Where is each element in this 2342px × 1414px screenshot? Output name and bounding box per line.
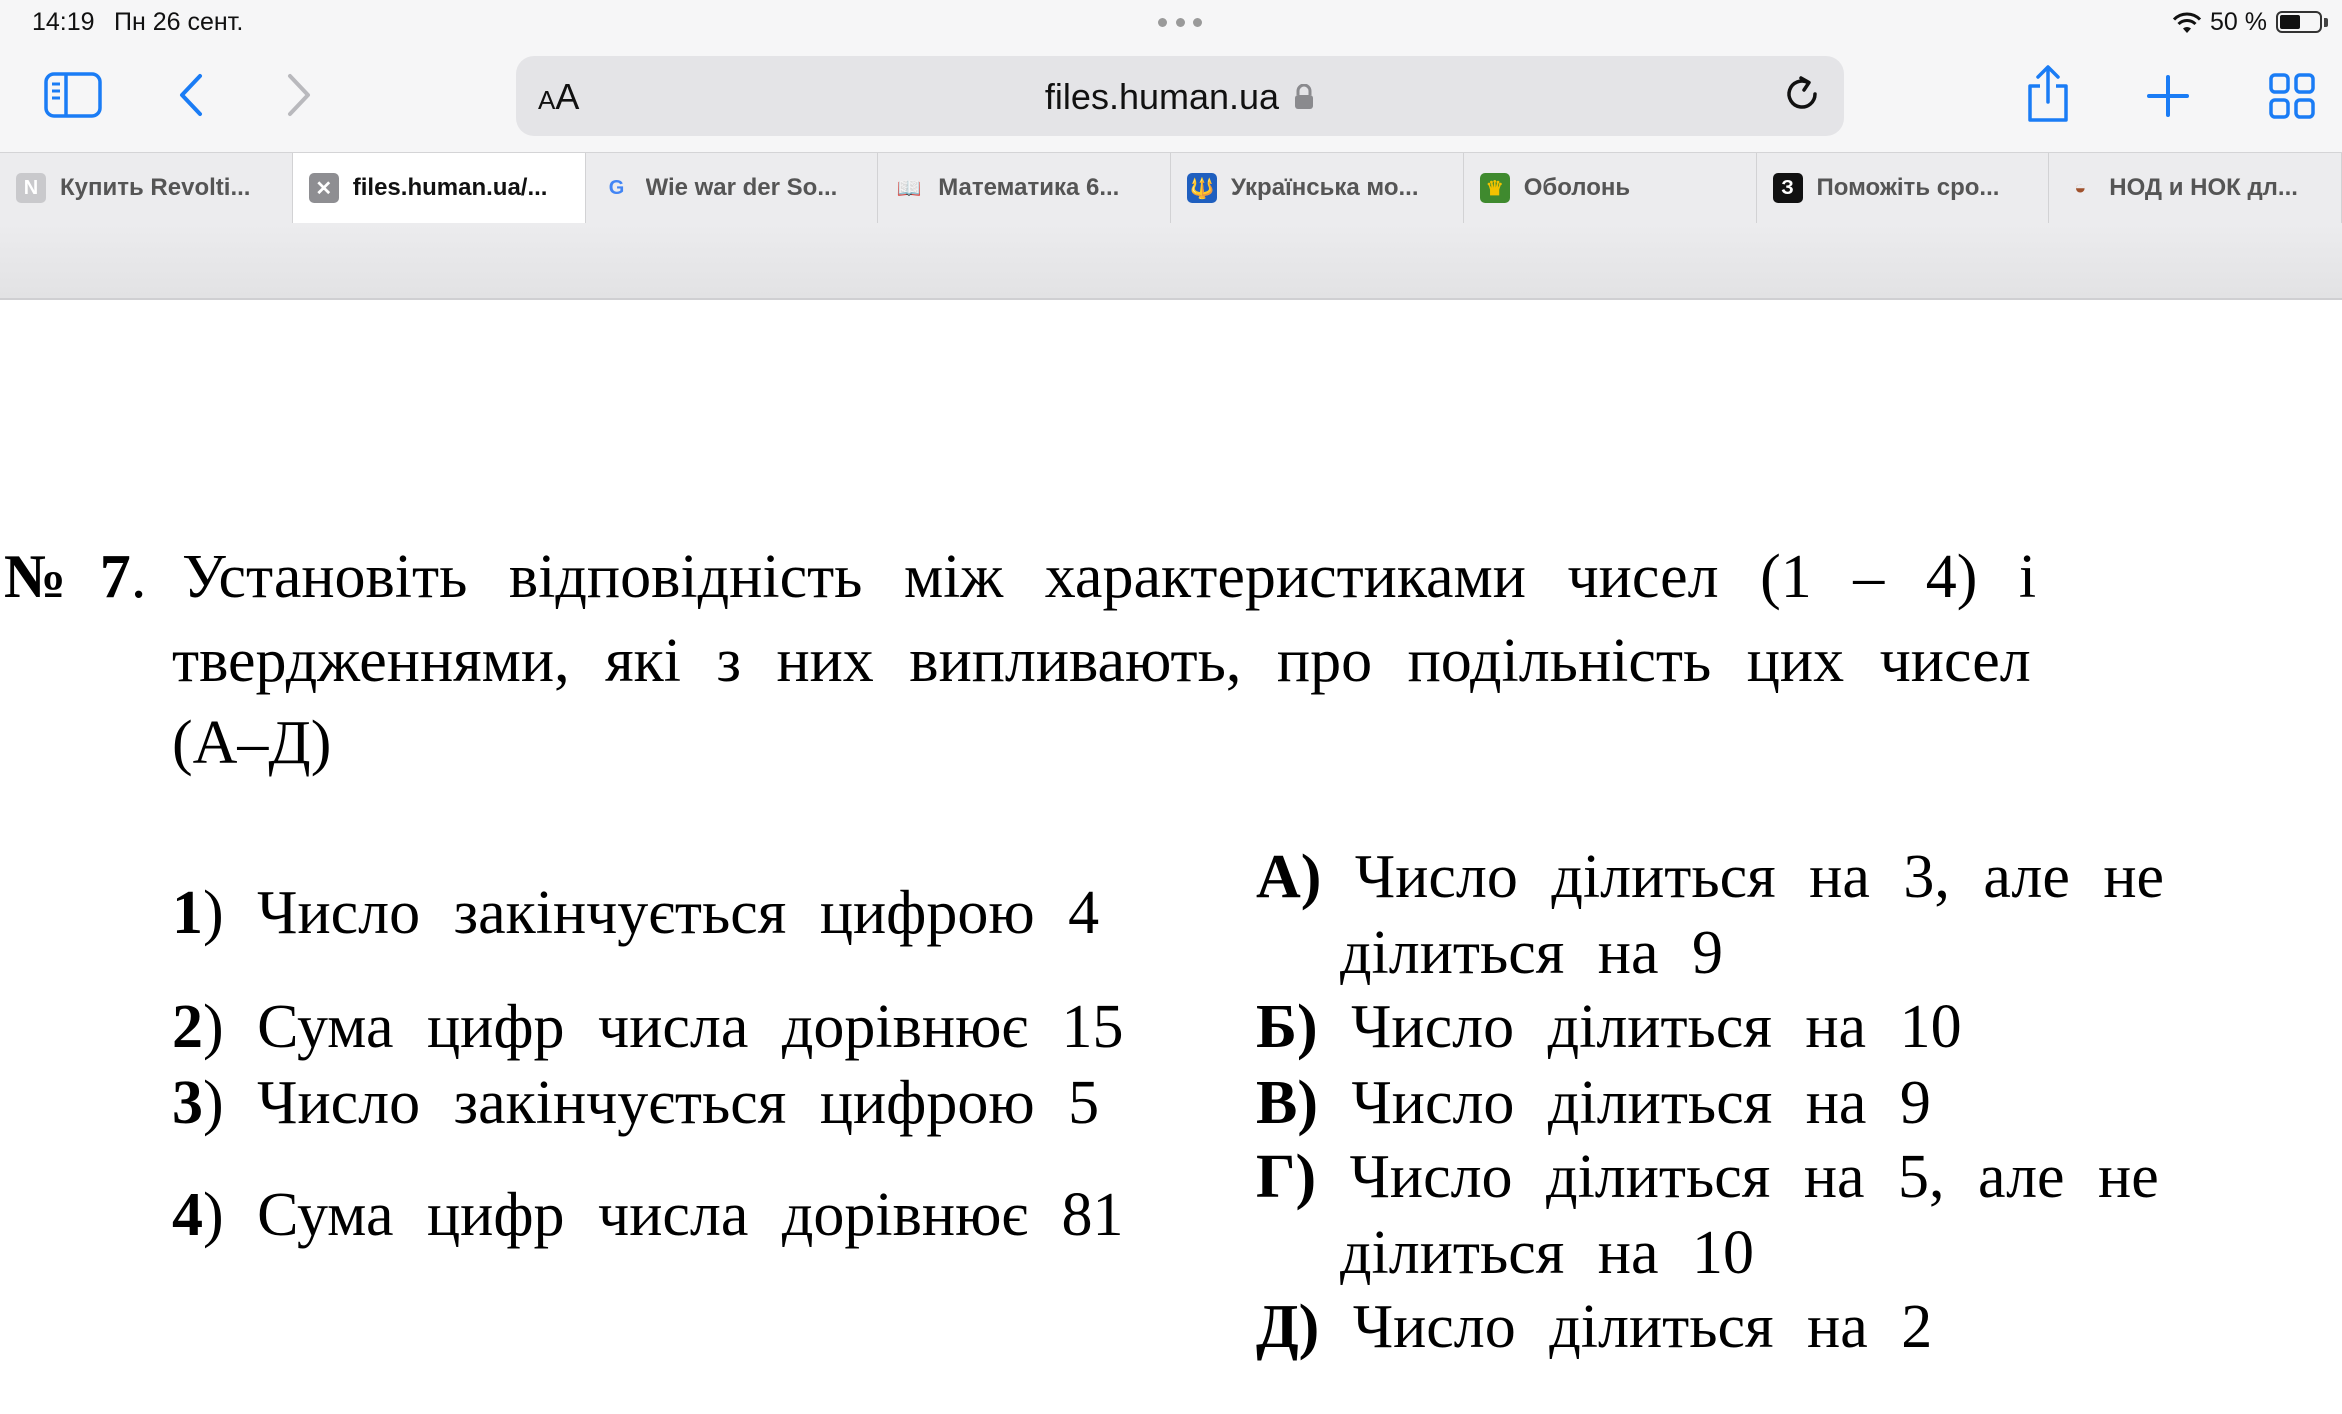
tab-title: Математика 6... (938, 174, 1120, 201)
share-icon[interactable] (2024, 64, 2072, 124)
tab-favicon-icon: ♛ (1480, 173, 1510, 203)
task-line-1: Установіть відповідність між характеристиками чисел (1 – 4) і (182, 543, 2037, 611)
task-number: № 7. (4, 543, 147, 611)
characteristic-3: 3) Число закінчується цифрою 5 (172, 1069, 1100, 1137)
tab-title: Купить Revolti... (60, 174, 251, 201)
status-bar (0, 0, 2342, 46)
back-chevron-icon[interactable] (176, 72, 206, 118)
battery-icon (2276, 11, 2322, 33)
tab-8[interactable] (2049, 153, 2342, 223)
tab-4[interactable] (878, 153, 1171, 223)
document-page (0, 300, 2342, 1414)
tab-favicon-icon: ◒ (2065, 173, 2095, 203)
statement-g-cont: ділиться на 10 (1340, 1219, 1754, 1287)
tab-title: Wie war der So... (645, 174, 838, 201)
statement-a-cont: ділиться на 9 (1340, 919, 1723, 987)
tab-favicon-icon: G (602, 173, 632, 203)
tab-title: НОД и НОК дл... (2109, 174, 2298, 201)
tab-3[interactable] (586, 153, 879, 223)
lock-icon (1293, 84, 1315, 110)
status-date: Пн 26 сент. (114, 8, 244, 36)
tab-favicon-icon: N (16, 173, 46, 203)
tab-strip (0, 152, 2342, 224)
tab-5[interactable] (1171, 153, 1464, 223)
multitasking-dots-icon[interactable] (1158, 18, 1202, 28)
tab-favicon-icon: 🔱 (1187, 173, 1217, 203)
tab-6[interactable] (1464, 153, 1757, 223)
statement-b: Б) Число ділиться на 10 (1256, 993, 1962, 1061)
task-line-3: (А–Д) (172, 709, 332, 777)
characteristic-4: 4) Сума цифр числа дорівнює 81 (172, 1181, 1124, 1249)
tab-title: Оболонь (1523, 174, 1631, 201)
url-text[interactable]: files.human.ua (1044, 76, 1280, 117)
tab-favicon-icon: 📖 (894, 173, 924, 203)
tab-favicon-icon: З (1773, 173, 1803, 203)
characteristic-1: 1) Число закінчується цифрою 4 (172, 879, 1100, 947)
browser-toolbar (0, 46, 2342, 152)
reload-icon[interactable] (1782, 74, 1822, 114)
address-bar[interactable] (516, 56, 1844, 136)
statement-g: Г) Число ділиться на 5, але не (1256, 1143, 2159, 1211)
forward-chevron-icon[interactable] (284, 72, 314, 118)
tab-close-icon[interactable]: ✕ (309, 173, 339, 203)
wifi-icon (2172, 11, 2202, 35)
tab-7[interactable] (1757, 153, 2050, 223)
tab-title: files.human.ua/... (352, 174, 548, 201)
statement-d: Д) Число ділиться на 2 (1256, 1293, 1933, 1361)
tab-1[interactable] (0, 153, 293, 223)
tab-2[interactable] (293, 153, 586, 223)
sidebar-icon[interactable] (44, 72, 102, 118)
new-tab-plus-icon[interactable] (2146, 74, 2190, 118)
characteristic-2: 2) Сума цифр числа дорівнює 15 (172, 993, 1124, 1061)
status-time: 14:19 (32, 8, 95, 36)
reader-options-button[interactable]: AA (538, 76, 580, 117)
statement-v: В) Число ділиться на 9 (1256, 1069, 1931, 1137)
toolbar-shadow (0, 223, 2342, 301)
task-line-2: твердженнями, які з них випливають, про подільність цих чисел (172, 627, 2031, 695)
statement-a: А) Число ділиться на 3, але не (1256, 843, 2165, 911)
tab-title: Українська мо... (1231, 174, 1419, 201)
tab-overview-icon[interactable] (2268, 72, 2316, 120)
battery-percent: 50 % (2210, 8, 2267, 36)
tab-title: Поможіть сро... (1816, 174, 2000, 201)
